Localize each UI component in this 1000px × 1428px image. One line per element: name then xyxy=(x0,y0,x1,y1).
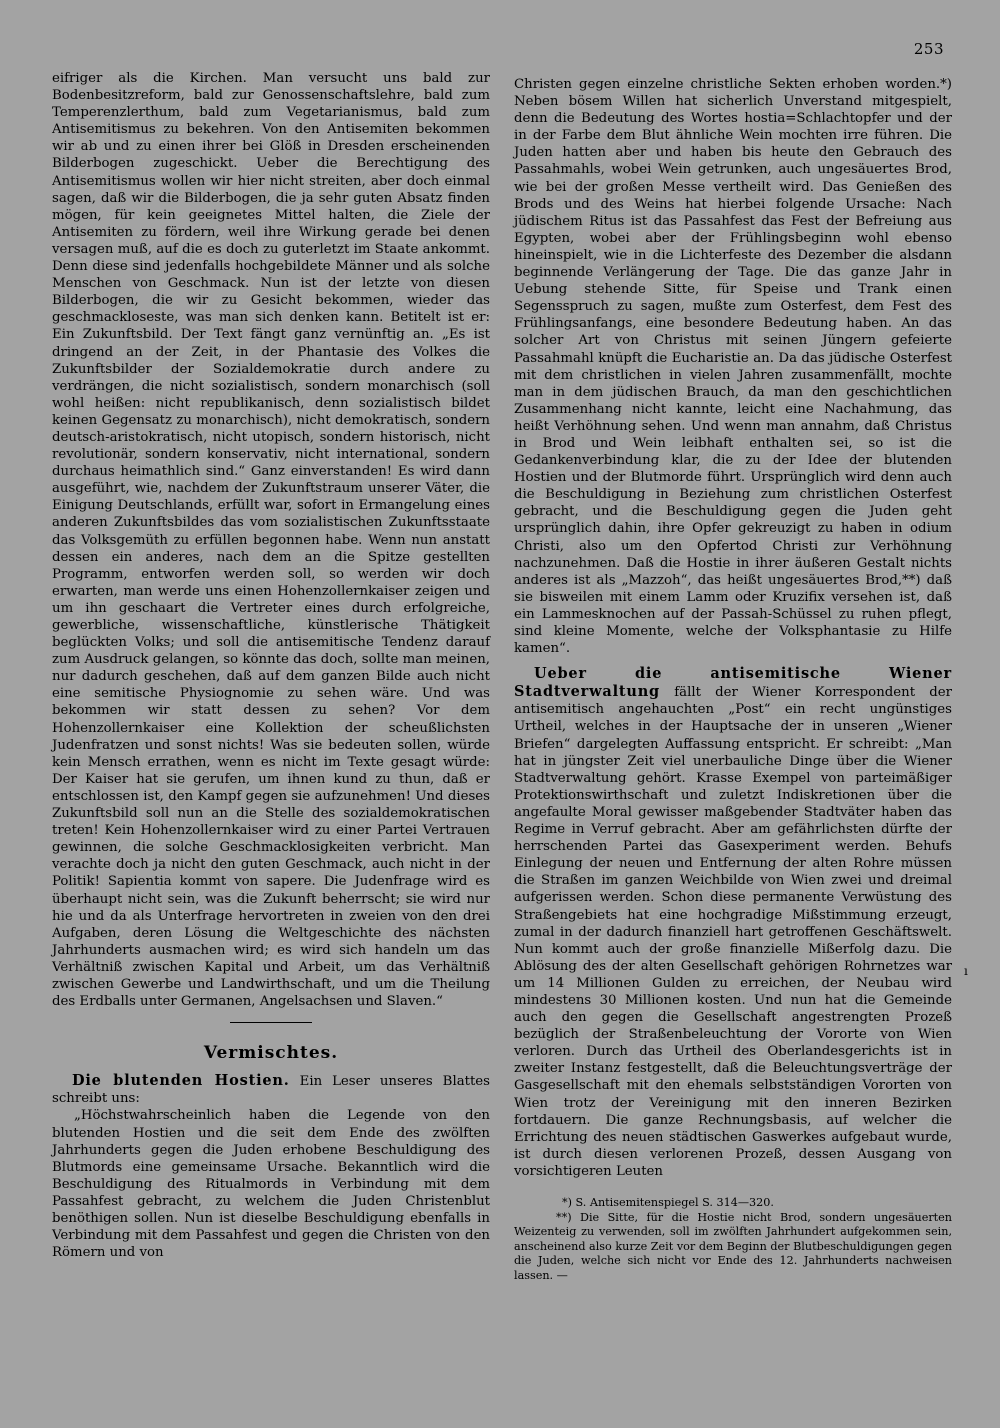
footnote-2: **) Die Sitte, für die Hostie nicht Brod, sondern ungesäuerten Weizenteig zu verwenden, soll im zwölften Jahrhundert aufgekommen sein, anscheinend also kurze Zeit vor dem Beginn der Blutbeschuldigungen gegen die Juden, welche sich nicht vor Ende des 12. Jahrhunderts nachweisen lassen. — xyxy=(514,1210,952,1282)
vienna-article-subhead: Ueber die antisemitische Wiener Stadtverwaltung xyxy=(514,665,952,701)
page-number: 253 xyxy=(913,40,944,58)
article-intro xyxy=(52,1072,490,1107)
reader-quote: „Höchstwahrscheinlich haben die Legende von den blutenden Hostien und die seit dem Ende des zwölften Jahrhunderts gegen die Juden erhobene Beschuldigung des Blutmords eine gemeinsame Ursache. Bekanntlich wird die Beschuldigung des Ritualmords in Verbindung mit dem Passahfest gebracht, zu welchem die Juden Christenblut benöthigen sollen. Nun ist dieselbe Beschuldigung ebenfalls in Verbindung mit dem Passahfest und gegen die Christen von den Römern und von xyxy=(52,1108,490,1261)
right-continued-paragraph: Christen gegen einzelne christliche Sekten erhoben worden.*) Neben bösem Willen hat sicherlich Unverstand mitgespielt, denn die Bedeutung des Wortes hostia=Schlachtopfer und der in der Farbe dem Blut ähnliche Wein mochten irre führen. Die Juden hatten aber und haben bis heute den Gebrauch des Passahmahls, wobei Wein getrunken, auch ungesäuertes Brod, wie bei der großen Messe vertheilt wird. Das Genießen des Brods und des Weins hat hierbei folgende Ursache: Nach jüdischem Ritus ist das Passahfest das Fest der Befreiung aus Egypten, wobei aber der Frühlingsbeginn wohl ebenso hineinspielt, wie in die Lichterfeste des Dezember die alsdann beginnende Verlängerung der Tage. Die das ganze Jahr in Uebung stehende Sitte, für Speise und Trank einen Segensspruch zu sagen, mußte zum Osterfest, dem Fest des Frühlingsanfangs, eine besondere Bedeutung haben. An das solcher Art von Christus mit seinen Jüngern gefeierte Passahmahl knüpft die Eucharistie an. Da das jüdische Osterfest mit dem christlichen in vielen Jahren zusammenfällt, mochte man in dem jüdischen Brauch, da man den geschichtlichen Zusammenhang nicht kannte, leicht eine Nachahmung, das heißt Verhöhnung sehen. Und wenn man annahm, daß Christus in Brod und Wein leibhaft enthalten sei, so ist die Gedankenverbindung klar, die zu der Idee der blutenden Hostien und der Blutmorde führt. Ursprünglich wird denn auch die Beschuldigung in Beziehung zum christlichen Osterfest gebracht, und die Beschuldigung gegen die Juden geht ursprünglich dahin, ihre Opfer gekreuzigt zu haben in odium Christi, also um den Opfertod Christi zur Verhöhnung nachzunehmen. Daß die Hostie in ihrer äußeren Gestalt nichts anderes ist als „Mazzoh“, das heißt ungesäuertes Brod,**) daß sie bisweilen mit einem Lamm oder Kruzifix versehen ist, daß ein Lammesknochen auf der Passah-Schüssel zu ruhen pflegt, sind kleine Momente, welche der Volksphantasie zu Hilfe kamen“. xyxy=(514,77,952,657)
section-divider xyxy=(230,1022,312,1023)
section-title: Vermischtes. xyxy=(203,1043,339,1064)
article-intro-text: Ein Leser unseres Blattes schreibt uns: xyxy=(52,1074,491,1107)
footnote-1: *) S. Antisemitenspiegel S. 314—320. xyxy=(562,1196,774,1209)
vienna-article-body: fällt der Wiener Korrespondent der antisemitisch angehauchten „Post“ ein recht ungünstiges Urtheil, welches in der Hauptsache der in unseren „Wiener Briefen“ dargelegten Auffassung entspricht. Er schreibt: „Man hat in jüngster Zeit viel unerbauliche Dinge über die Wiener Stadtverwaltung gehört. Krasse Exempel von parteimäßiger Protektionswirthschaft und zuletzt Indiskretionen über die angefaulte Moral gewisser maßgebender Stadtväter haben das Regime in Verruf gebracht. Aber am gefährlichsten dürfte der herrschenden Partei das Gasexperiment werden. Behufs Einlegung der neuen und Entfernung der alten Rohre müssen die Straßen im ganzen Weichbilde von Wien zwei und dreimal aufgerissen werden. Schon diese permanente Verwüstung des Straßengebiets hat eine hochgradige Mißstimmung erzeugt, zumal in der dadurch finanziell hart getroffenen Geschäftswelt. Nun kommt auch der große finanzielle Mißerfolg dazu. Die Ablösung des der alten Gesellschaft gehörigen Rohrnetzes war um 14 Millionen Gulden zu erreichen, der Neubau wird mindestens 30 Millionen kosten. Und nun hat die Gemeinde auch den gegen die Gesellschaft angestrengten Prozeß bezüglich der Straßenbeleuchtung der Vororte von Wien verloren. Durch das Urtheil des Oberlandesgerichts ist in zweiter Instanz festgestellt, daß die Beleuchtungsverträge der Gasgesellschaft mit den ehemals selbstständigen Vororten von Wien trotz der Vereinigung mit den inneren Bezirken fortdauern. Die ganze Rechnungsbasis, auf welcher die Errichtung des neuen städtischen Gaswerkes aufgebaut wurde, ist durch diesen verlorenen Prozeß, dessen Ausgang von vorsichtigeren Leuten xyxy=(514,685,953,1179)
left-column xyxy=(52,70,490,1261)
left-continued-paragraph: eifriger als die Kirchen. Man versucht uns bald zur Bodenbesitzreform, bald zur Genossenschaftslehre, bald zum Temperenzlerthum, bald zum Vegetarianismus, bald zum Antisemitismus zu bekehren. Von den Antisemiten bekommen wir ab und zu einen ihrer bei Glöß in Dresden erscheinenden Bilderbogen zugeschickt. Ueber die Berechtigung des Antisemitismus wollen wir hier nicht streiten, aber doch einmal sagen, daß wir die Bilderbogen, die ja sehr guten Absatz finden mögen, für kein geeignetes Mittel halten, die Ziele der Antisemiten zu fördern, weil ihre Wirkung gerade bei denen versagen muß, auf die es doch zu guterletzt im Staate ankommt. Denn diese sind jedenfalls hochgebildete Männer und als solche Menschen von Geschmack. Nun ist der letzte von diesen Bilderbogen, die wir zu Gesicht bekommen, wieder das geschmackloseste, was man sich denken kann. Betitelt ist er: Ein Zukunftsbild. Der Text fängt ganz vernünftig an. „Es ist dringend an der Zeit, in der Phantasie des Volkes die Zukunftsbilder der Sozialdemokratie durch andere zu verdrängen, die nicht sozialistisch, sondern monarchisch (soll wohl heißen: nicht republikanisch, denn sozialistisch bildet keinen Gegensatz zu monarchisch), nicht demokratisch, sondern deutsch-aristokratisch, nicht utopisch, sondern historisch, nicht revolutionär, sondern konservativ, nicht international, sondern durchaus heimathlich sind.“ Ganz einverstanden! Es wird dann ausgeführt, wie, nachdem der Zukunftstraum unserer Väter, die Einigung Deutschlands, erfüllt war, sofort in Ermangelung eines anderen Zukunftsbildes das vom sozialistischen Zukunftsstaate das Volksgemüth zu erfüllen begonnen habe. Wenn nun anstatt dessen ein anderes, nach dem an die Spitze gestellten Programm, entworfen werden soll, so werden wir doch erwarten, man werde uns einen Hohenzollernkaiser zeigen und um ihn geschaart die Vertreter eines durch erfolgreiche, gewerbliche, wissenschaftliche, künstlerische Thätigkeit beglückten Volks; und soll die antisemitische Tendenz darauf zum Ausdruck gelangen, so könnte das doch, sollte man meinen, nur dadurch geschehen, daß auf dem ganzen Bilde auch nicht eine semitische Physiognomie zu sehen wäre. Und was bekommen wir statt dessen zu sehen? Vor dem Hohenzollernkaiser eine Kollektion der scheußlichsten Judenfratzen und sonst nichts! Was sie bedeuten sollen, würde kein Mensch errathen, wenn es nicht im Texte gesagt würde: Der Kaiser hat sie gerufen, um ihnen kund zu thun, daß er entschlossen ist, den Kampf gegen sie aufzunehmen! Und dieses Zukunftsbild soll nun an die Stelle des sozialdemokratischen treten! Kein Hohenzollernkaiser wird zu einer Partei Vertrauen gewinnen, die solche Geschmacklosigkeiten verbricht. Man verachte doch ja nicht den guten Geschmack, auch nicht in der Politik! Sapientia kommt von sapere. Die Judenfrage wird es überhaupt nicht sein, was die Zukunft beherrscht; sie wird nur hie und da als Unterfrage hervortreten in zweien von den drei Aufgaben, deren Lösung die Weltgeschichte des nächsten Jahrhunderts ausmachen wird; es wird sich handeln um das Verhältniß zwischen Kapital und Arbeit, um das Verhältniß zwischen Gewerbe und Landwirthschaft, und um die Theilung des Erdballs unter Germanen, Angelsachsen und Slaven.“ xyxy=(52,71,490,1010)
stray-mark: ı xyxy=(964,964,968,978)
vienna-article xyxy=(514,665,952,1180)
article-subhead: Die blutenden Hostien. xyxy=(72,1072,290,1090)
right-column xyxy=(514,76,952,1284)
footnotes xyxy=(514,1196,952,1284)
